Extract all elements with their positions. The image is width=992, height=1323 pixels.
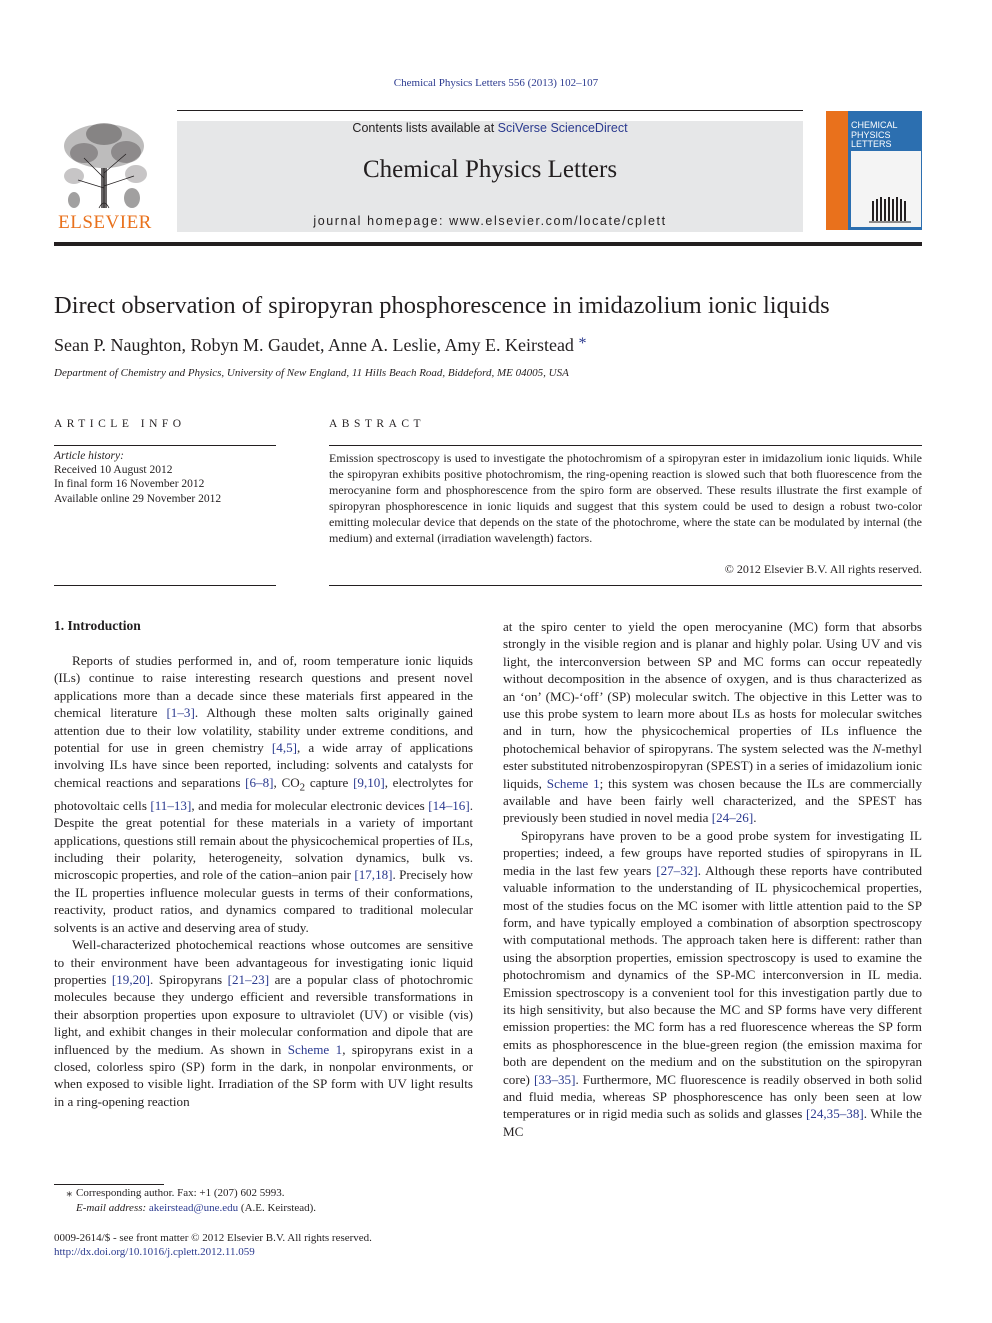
- journal-citation[interactable]: Chemical Physics Letters 556 (2013) 102–107: [393, 77, 599, 89]
- tree-logo-icon: [54, 118, 156, 210]
- ref-link[interactable]: [24–26]: [711, 810, 754, 826]
- abstract-heading: ABSTRACT: [329, 418, 426, 430]
- ref-link[interactable]: [4,5]: [271, 740, 297, 756]
- front-matter: [54, 1231, 554, 1259]
- authors-text: Sean P. Naughton, Robyn M. Gaudet, Anne A. Leslie, Amy E. Keirstead: [54, 335, 574, 355]
- scheme-link[interactable]: Scheme 1: [287, 1041, 343, 1057]
- journal-cover-thumbnail: [826, 111, 922, 230]
- ref-link[interactable]: [14–16]: [428, 797, 470, 813]
- article-title: Direct observation of spiropyran phosphorescence in imidazolium ionic liquids: [54, 292, 830, 319]
- ref-link[interactable]: [27–32]: [656, 862, 698, 878]
- corresponding-author-mark[interactable]: *: [578, 335, 587, 352]
- intro-paragraph-2: Well-characterized photochemical reactions whose outcomes are sensitive to their environment have been advantageous for investigating ionic liquid properties [19,20]. Spiropyrans [21–23] are a popular class of photochromic molecules because they undergo efficient and reversible transformations in their absorption properties upon exposure to ultraviolet (UV) or visible (vis) light, and exhibit changes in their molecular conformation and dipole that are influenced by the medium. As shown in Scheme 1, spiropyrans exist in a closed, colorless spiro (SP) form in the dark, in nonpolar environments, or when exposed to visible light. Irradiation of the SP form with UV light results in a ring-opening reaction: [54, 937, 473, 1109]
- cover-title: CHEMICAL PHYSICS LETTERS: [851, 120, 898, 149]
- ref-link[interactable]: [21–23]: [227, 971, 270, 987]
- ref-link[interactable]: [11–13]: [150, 797, 192, 813]
- history-label: Article history:: [54, 450, 124, 462]
- section-heading-introduction: 1. Introduction: [54, 618, 141, 633]
- footnote-rule: [54, 1184, 164, 1185]
- doi-link[interactable]: http://dx.doi.org/10.1016/j.cplett.2012.11.059: [54, 1246, 255, 1258]
- abstract-rule-top: [329, 445, 922, 446]
- article-history: [54, 449, 276, 506]
- footnote-star: ⁎: [66, 1187, 72, 1199]
- issn-line: 0009-2614/$ - see front matter © 2012 Elsevier B.V. All rights reserved.: [54, 1232, 372, 1244]
- email-footnote: E-mail address: akeirstead@une.edu (A.E. Keirstead).: [76, 1202, 317, 1214]
- ref-link[interactable]: [17,18]: [354, 867, 393, 883]
- ref-link[interactable]: [19,20]: [111, 971, 151, 987]
- elsevier-wordmark: ELSEVIER: [58, 212, 152, 233]
- article-info-rule-bottom: [54, 585, 276, 586]
- cover-strip: [826, 111, 848, 230]
- online-date: Available online 29 November 2012: [54, 492, 222, 505]
- cover-spectrum-icon: [851, 151, 921, 227]
- journal-title: Chemical Physics Letters: [362, 156, 618, 183]
- ref-link[interactable]: [33–35]: [533, 1071, 576, 1087]
- abstract-rule-bottom: [329, 585, 922, 586]
- abstract-copyright: © 2012 Elsevier B.V. All rights reserved.: [724, 562, 922, 576]
- header-thick-rule: [54, 242, 922, 246]
- ref-link[interactable]: [9,10]: [353, 774, 385, 790]
- affiliation: Department of Chemistry and Physics, University of New England, 11 Hills Beach Road, Biddeford, ME 04005, USA: [54, 367, 569, 379]
- intro-paragraph-1: Reports of studies performed in, and of, room temperature ionic liquids (ILs) continue to raise interesting research questions and present novel applications more than a decade since these materials first appeared in the chemical literature [1–3]. Although these molten salts originally gained attention due to their low volatility, stability under extreme conditions, and potential for use in green chemistry [4,5], a wide array of applications involving ILs have since been reported, including: solvents and catalysts for chemical reactions and separations [6–8], $CO_2$ capture [9,10], electrolytes for photovoltaic cells [11–13], and media for molecular electronic devices [14–16]. Despite the great potential for these materials in a variety of important applications, questions still remain about the physicochemical properties of ILs, including their polarity, heterogeneity, solvation dynamics, bulk vs. microscopic properties, and role of the cation–anion pair [17,18]. Precisely how the IL properties influence molecular guests in terms of their conformations, reactivity, product ratios, and dynamics compared to traditional molecular solvents is an active and deserving area of study.: [54, 653, 473, 935]
- article-info-rule-top: [54, 445, 276, 446]
- received-date: Received 10 August 2012: [54, 464, 173, 477]
- body-column-right: [503, 618, 922, 1140]
- contents-prefix: Contents lists available at: [352, 121, 498, 135]
- body-column-left: [54, 652, 473, 1110]
- ref-link[interactable]: [24,35–38]: [805, 1106, 864, 1122]
- abstract-text: Emission spectroscopy is used to investigate the photochromism of a spiropyran ester in imidazolium ionic liquids. While the spiropyran exhibits positive photochromism, the ring-opening reaction is slowed such that both fluorescence from the merocyanine form and phosphorescence from the spiro form are observed. These results illustrate the first example of spiropyran phosphorescence in ionic liquids and suggest that this system could be used to design a robust two-color emitting molecular device that depends on the state of the photochrome, where the state can be modulated by internal (the medium) and external (irradiation wavelength) factors.: [329, 451, 922, 545]
- header-rule: [177, 110, 803, 111]
- sciencedirect-link[interactable]: SciVerse ScienceDirect: [497, 121, 628, 135]
- scheme-link[interactable]: Scheme 1: [546, 775, 600, 791]
- ref-link[interactable]: [6–8]: [245, 774, 274, 790]
- intro-paragraph-3: at the spiro center to yield the open merocyanine (MC) form that absorbs strongly in the visible region and is planar and highly polar. Using UV and vis light, the interconversion between SP and MC forms can occur repeatedly without decomposition in the absence of oxygen, and is thus characterized as an ‘on’ (MC)-‘off’ (SP) molecular switch. The objective in this Letter was to use this probe system to learn more about ILs as hosts for molecular switches and in turn, how the physicochemical properties of ILs influence the photochemical behavior of spiropyrans. The system selected was the N-methyl ester substituted nitrobenzospiropyran (SPEST) in a series of imidazolium ionic liquids, Scheme 1; this system was chosen because the ILs are commercially available and have been fairly well characterized, and the SPEST has previously been studied in novel media [24–26].: [503, 619, 922, 826]
- footnotes: [54, 1186, 473, 1216]
- co2-subscript: 2: [299, 781, 306, 794]
- final-form-date: In final form 16 November 2012: [54, 478, 205, 491]
- journal-homepage[interactable]: journal homepage: www.elsevier.com/locate/cplett: [313, 214, 667, 228]
- article-info-heading: ARTICLE INFO: [54, 418, 186, 430]
- cover-graphic: [851, 151, 921, 227]
- ref-link[interactable]: [1–3]: [166, 705, 195, 721]
- author-list: [54, 335, 934, 356]
- corresponding-footnote: ⁎ Corresponding author. Fax: +1 (207) 602 5993.: [54, 1186, 473, 1201]
- email-link[interactable]: akeirstead@une.edu: [148, 1202, 239, 1214]
- contents-line: [177, 121, 803, 135]
- intro-paragraph-4: Spiropyrans have proven to be a good probe system for investigating IL properties; indeed, a few groups have reported studies of spiropyrans in IL media in the last few years [27–32]. Although these reports have contributed valuable information to the understanding of IL physicochemical properties, most of the studies focus on the MC isomer with little attention paid to the SP form, and have typically employed a combination of absorption spectroscopy with computational methods. The approach taken here is different: rather than using the absorption properties, emission spectroscopy is used to examine the photochromism and dynamics of the SP-MC interconversion in IL media. Emission spectroscopy is a convenient tool for this investigation partly due to its high sensitivity, but also because the MC and SP forms have very different emission properties: the MC form has a red fluorescence whereas the SP form emits as phosphorescence in the blue-green region (the emission maxima for both are dependent on the medium and on the substitution on the spiropyran core) [33–35]. Furthermore, MC fluorescence is readily observed in both solid and fluid media, whereas SP phosphorescence has only been seen at low temperatures or in rigid media such as solids and glasses [24,35–38]. While the MC: [503, 827, 922, 1139]
